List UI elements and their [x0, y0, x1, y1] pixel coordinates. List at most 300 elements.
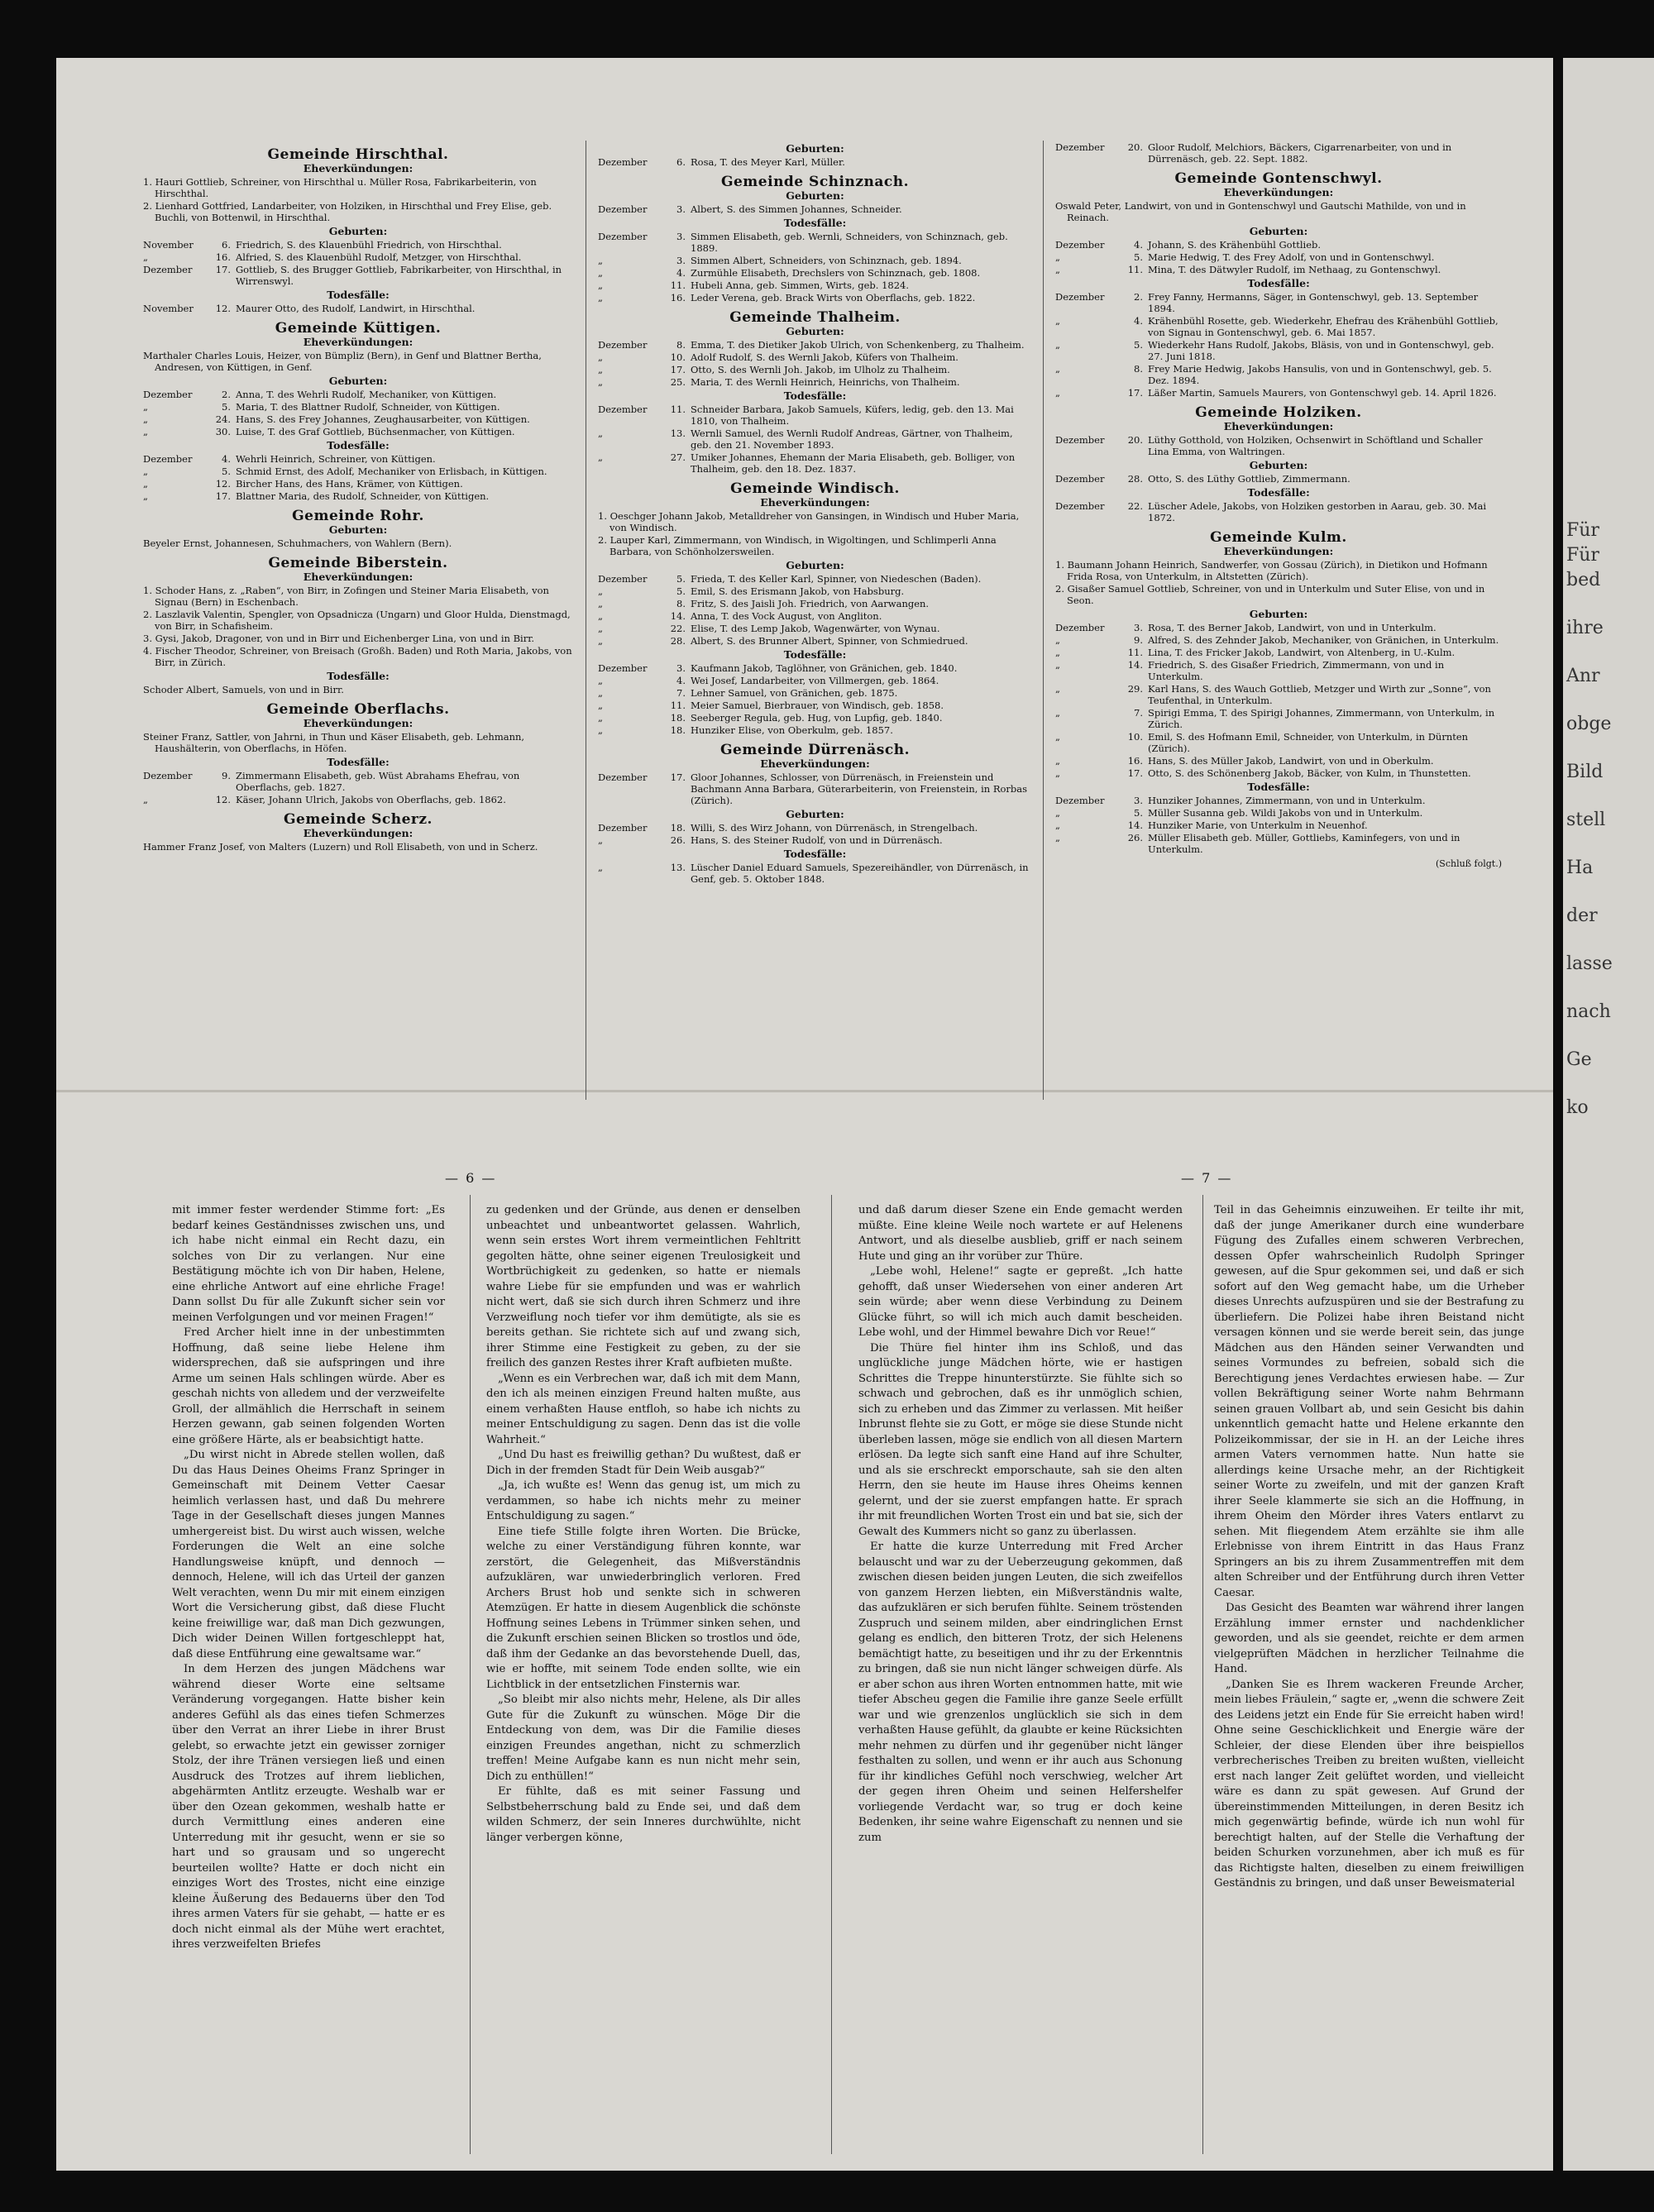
record-month: „ — [598, 675, 603, 686]
section-heading: Todesfälle: — [1247, 277, 1310, 289]
register-record — [598, 662, 1032, 674]
record-text: Anna, T. des Vock August, von Angliton. — [691, 610, 882, 622]
record-text: Lina, T. des Fricker Jakob, Landwirt, von Altenberg, in U.-Kulm. — [1148, 647, 1456, 658]
record-text: Krähenbühl Rosette, geb. Wiederkehr, Ehefrau des Krähenbühl Gottlieb, von Signau in Gontenschwyl, geb. 6. Mai 1857. — [1148, 315, 1499, 338]
record-day: 26. — [1127, 832, 1143, 843]
record-text: Lüscher Adele, Jakobs, von Holziken gestorben in Aarau, geb. 30. Mai 1872. — [1148, 500, 1487, 523]
record-text: Albert, S. des Brunner Albert, Spinner, von Schmiedrued. — [691, 635, 968, 647]
register-entry: Marthaler Charles Louis, Heizer, von Bümpliz (Bern), in Genf und Blattner Bertha, Andresen, von Küttigen, in Genf. — [143, 350, 542, 373]
municipality-heading: Gemeinde Biberstein. — [268, 555, 448, 571]
record-month: „ — [598, 585, 603, 597]
record-month: Dezember — [143, 770, 193, 781]
record-day: 24. — [215, 413, 231, 425]
record-day: 14. — [670, 610, 686, 622]
register-entry: 1. Oeschger Johann Jakob, Metalldreher von Gansingen, in Windisch und Huber Maria, von Windisch. — [598, 510, 1020, 533]
record-month: Dezember — [1055, 622, 1105, 633]
record-day: 3. — [676, 231, 686, 242]
record-month: „ — [1055, 767, 1060, 779]
register-record — [1055, 434, 1502, 457]
record-day: 7. — [1134, 707, 1143, 719]
record-day: 3. — [676, 662, 686, 674]
record-day: 9. — [1134, 634, 1143, 646]
register-record — [1055, 767, 1502, 779]
record-text: Adolf Rudolf, S. des Wernli Jakob, Küfers von Thalheim. — [691, 351, 958, 363]
section-heading: Geburten: — [1249, 225, 1308, 237]
record-day: 4. — [222, 453, 231, 465]
register-entry: 4. Fischer Theodor, Schreiner, von Breisach (Großh. Baden) und Roth Maria, Jakobs, von Birr, in Zürich. — [143, 645, 572, 668]
record-day: 5. — [1134, 339, 1143, 351]
record-day: 12. — [215, 794, 231, 805]
section-heading: Geburten: — [1249, 608, 1308, 620]
record-day: 16. — [1127, 755, 1143, 767]
record-month: „ — [598, 255, 603, 266]
record-month: Dezember — [143, 453, 193, 465]
record-text: Lüscher Daniel Eduard Samuels, Spezereihändler, von Dürrenäsch, in Genf, geb. 5. Oktober 1848. — [691, 862, 1029, 885]
section-heading: Todesfälle: — [327, 756, 390, 768]
record-month: „ — [598, 635, 603, 647]
register-record — [598, 862, 1032, 885]
record-day: 5. — [1134, 807, 1143, 819]
register-record — [143, 239, 573, 251]
register-record — [1055, 291, 1502, 314]
register-record — [1055, 251, 1502, 263]
record-day: 17. — [1127, 767, 1143, 779]
register-entry: 1. Hauri Gottlieb, Schreiner, von Hirschthal u. Müller Rosa, Fabrikarbeiterin, von Hirschthal. — [143, 176, 537, 199]
record-text: Zimmermann Elisabeth, geb. Wüst Abrahams Ehefrau, von Oberflachs, geb. 1827. — [236, 770, 520, 793]
record-day: 11. — [670, 700, 686, 711]
section-heading: Todesfälle: — [783, 217, 847, 229]
record-day: 29. — [1127, 683, 1143, 695]
register-entry: 2. Laszlavik Valentin, Spengler, von Opsadnicza (Ungarn) und Gloor Hulda, Dienstmagd, von Birr, in Schafisheim. — [143, 609, 571, 632]
record-day: 28. — [670, 635, 686, 647]
edge-fragment: ihre — [1566, 618, 1604, 638]
record-text: Gottlieb, S. des Brugger Gottlieb, Fabrikarbeiter, von Hirschthal, in Wirrenswyl. — [236, 264, 562, 287]
register-record — [1055, 647, 1502, 658]
record-month: „ — [143, 490, 148, 502]
record-month: „ — [598, 267, 603, 279]
record-day: 22. — [1127, 500, 1143, 512]
register-record — [1055, 264, 1502, 275]
record-month: Dezember — [1055, 239, 1105, 251]
section-heading: Eheverkündungen: — [1223, 545, 1334, 557]
municipality-heading: Gemeinde Thalheim. — [729, 309, 901, 326]
register-record — [1055, 387, 1502, 399]
record-day: 13. — [670, 428, 686, 439]
register-record — [143, 490, 573, 502]
page-number-left: — 6 — — [445, 1170, 497, 1186]
story-paragraph: Er fühlte, daß es mit seiner Fassung und Selbstbeherrschung bald zu Ende sei, und daß dem wilden Schmerz, der sein Inneres durchwühlte, nicht länger verbergen könne, — [486, 1785, 801, 1844]
record-text: Wei Josef, Landarbeiter, von Villmergen, geb. 1864. — [691, 675, 939, 686]
section-heading: Eheverkündungen: — [1223, 186, 1334, 198]
story-paragraph: Das Gesicht des Beamten war während ihrer langen Erzählung immer ernster und nachdenklicher geworden, und als sie geendet, reichte er dem armen vielgeprüften Mädchen in herzlicher Teilnahme die Hand. — [1214, 1602, 1524, 1675]
register-record — [598, 231, 1032, 254]
register-record — [598, 156, 1032, 168]
column-rule — [831, 1195, 832, 2154]
record-day: 8. — [676, 598, 686, 609]
record-text: Rosa, T. des Berner Jakob, Landwirt, von und in Unterkulm. — [1148, 622, 1436, 633]
record-month: „ — [1055, 731, 1060, 743]
municipality-heading: Gemeinde Kulm. — [1210, 529, 1347, 546]
record-day: 11. — [1127, 647, 1143, 658]
edge-fragment: Bild — [1566, 762, 1604, 782]
record-month: Dezember — [1055, 434, 1105, 446]
register-entry: 1. Baumann Johann Heinrich, Sandwerfer, von Gossau (Zürich), in Dietikon und Hofmann Frida Rosa, von Unterkulm, in Altstetten (Zürich). — [1055, 559, 1488, 582]
register-entry: 2. Gisaßer Samuel Gottlieb, Schreiner, von und in Unterkulm und Suter Elise, von und in Seon. — [1055, 583, 1485, 606]
record-month: „ — [1055, 339, 1060, 351]
story-paragraph: „Wenn es ein Verbrechen war, daß ich mit dem Mann, den ich als meinen einzigen Freund halten mußte, aus einem verhaßten Hause entfloh, so habe ich nichts zu meiner Entschuldigung zu sagen. Denn das ist die volle Wahrheit.“ — [486, 1372, 801, 1446]
record-month: November — [143, 303, 194, 314]
record-month: Dezember — [598, 339, 648, 351]
column-rule — [470, 1195, 471, 2154]
record-day: 11. — [670, 279, 686, 291]
register-record — [598, 585, 1032, 597]
record-text: Anna, T. des Wehrli Rudolf, Mechaniker, von Küttigen. — [236, 389, 497, 400]
register-record — [598, 610, 1032, 622]
record-text: Lüthy Gotthold, von Holziken, Ochsenwirt in Schöftland und Schaller Lina Emma, von Waltringen. — [1148, 434, 1483, 457]
record-month: „ — [598, 351, 603, 363]
edge-fragment: obge — [1566, 714, 1612, 734]
record-text: Müller Susanna geb. Wildi Jakobs von und in Unterkulm. — [1148, 807, 1423, 819]
register-record — [1055, 239, 1502, 251]
record-month: „ — [598, 364, 603, 375]
record-day: 16. — [215, 251, 231, 263]
municipality-heading: Gemeinde Rohr. — [292, 508, 424, 524]
register-record — [598, 834, 1032, 846]
record-day: 3. — [1134, 795, 1143, 806]
record-month: „ — [1055, 251, 1060, 263]
record-text: Luise, T. des Graf Gottlieb, Büchsenmacher, von Küttigen. — [236, 426, 515, 437]
record-month: „ — [1055, 819, 1060, 831]
section-heading: Geburten: — [1249, 459, 1308, 471]
record-text: Leder Verena, geb. Brack Wirts von Oberflachs, geb. 1822. — [691, 292, 976, 303]
record-month: „ — [598, 834, 603, 846]
register-record — [598, 364, 1032, 375]
record-month: Dezember — [598, 404, 648, 415]
record-day: 2. — [1134, 291, 1143, 303]
register-record — [143, 453, 573, 465]
record-text: Bircher Hans, des Hans, Krämer, von Küttigen. — [236, 478, 463, 490]
section-heading: Todesfälle: — [783, 848, 847, 860]
record-text: Gloor Johannes, Schlosser, von Dürrenäsch, in Freienstein und Bachmann Anna Barbara, Güterarbeiterin, von Freienstein, in Rorbas (Zürich). — [691, 772, 1028, 806]
story-column-4 — [1214, 1203, 1524, 1892]
register-record — [1055, 755, 1502, 767]
record-day: 26. — [670, 834, 686, 846]
register-record — [598, 700, 1032, 711]
record-month: Dezember — [143, 389, 193, 400]
section-heading: Geburten: — [786, 325, 844, 337]
story-paragraph: Die Thüre fiel hinter ihm ins Schloß, und das unglückliche junge Mädchen hörte, wie er hastigen Schrittes die Treppe hinunterstürzte. Sie fühlte sich so schwach und gebrochen, daß es ihr unmöglich schien, sich zu erheben und das Zimmer zu verlassen. Mit heißer Inbrunst flehte sie zu Gott, er möge sie diese Stunde nicht überleben lassen, möge sie endlich von all diesen Martern erlösen. Da legte sich sanft eine Hand auf ihre Schulter, und als sie erschreckt emporschaute, sah sie den alten Herrn, den sie heute im Hause ihres Oheims kennen gelernt, und der sie zuerst empfangen hatte. Er sprach ihr mit freundlichen Worten Trost ein und bat sie, sich der Gewalt des Kummers nicht so ganz zu überlassen. — [858, 1341, 1183, 1538]
record-day: 8. — [1134, 363, 1143, 375]
section-heading: Geburten: — [328, 225, 388, 237]
record-day: 17. — [670, 364, 686, 375]
edge-fragment: bed — [1566, 570, 1601, 590]
closing-note: (Schluß folgt.) — [1436, 858, 1502, 869]
record-day: 5. — [222, 466, 231, 477]
record-day: 13. — [670, 862, 686, 873]
record-month: „ — [1055, 315, 1060, 327]
record-month: „ — [1055, 634, 1060, 646]
record-day: 5. — [676, 573, 686, 585]
municipality-heading: Gemeinde Schinznach. — [720, 174, 910, 190]
record-month: Dezember — [598, 203, 648, 215]
register-record — [598, 267, 1032, 279]
register-record — [143, 389, 573, 400]
record-text: Wehrli Heinrich, Schreiner, von Küttigen. — [236, 453, 436, 465]
register-record — [1055, 141, 1502, 165]
record-month: „ — [598, 279, 603, 291]
record-day: 7. — [676, 687, 686, 699]
record-month: „ — [598, 598, 603, 609]
story-paragraph: „Lebe wohl, Helene!“ sagte er gepreßt. „Ich hatte gehofft, daß unser Wiedersehen von einer anderen Art sein würde; aber wenn diese Verbindung zu Deinem Glücke führt, so will ich mich auch damit bescheiden. Lebe wohl, und der Himmel bewahre Dich vor Reue!“ — [858, 1265, 1183, 1339]
record-day: 18. — [670, 712, 686, 724]
municipality-heading: Gemeinde Holziken. — [1195, 404, 1362, 421]
record-text: Gloor Rudolf, Melchiors, Bäckers, Cigarrenarbeiter, von und in Dürrenäsch, geb. 22. Sept. 1882. — [1148, 141, 1452, 165]
record-day: 4. — [1134, 239, 1143, 251]
edge-fragment: nach — [1566, 1001, 1611, 1022]
story-column-2 — [486, 1203, 801, 1846]
story-paragraph: „Und Du hast es freiwillig gethan? Du wußtest, daß er Dich in der fremden Stadt für Dein Weib ausgab?“ — [486, 1449, 801, 1477]
record-text: Emil, S. des Hofmann Emil, Schneider, von Unterkulm, in Dürnten (Zürich). — [1148, 731, 1469, 754]
register-record — [1055, 832, 1502, 855]
record-month: November — [143, 239, 194, 251]
record-text: Läßer Martin, Samuels Maurers, von Gontenschwyl geb. 14. April 1826. — [1148, 387, 1497, 399]
record-text: Mina, T. des Dätwyler Rudolf, im Nethaag, zu Gontenschwyl. — [1148, 264, 1441, 275]
register-entry: Hammer Franz Josef, von Malters (Luzern) und Roll Elisabeth, von und in Scherz. — [143, 841, 538, 853]
civil-register-column-1 — [143, 141, 573, 853]
record-day: 27. — [670, 451, 686, 463]
register-record — [1055, 473, 1502, 485]
record-month: „ — [1055, 659, 1060, 671]
register-record — [143, 264, 573, 287]
record-day: 6. — [222, 239, 231, 251]
section-heading: Geburten: — [328, 375, 388, 387]
record-month: Dezember — [598, 231, 648, 242]
section-heading: Todesfälle: — [1247, 781, 1310, 793]
record-text: Wiederkehr Hans Rudolf, Jakobs, Bläsis, von und in Gontenschwyl, geb. 27. Juni 1818. — [1148, 339, 1494, 362]
record-month: „ — [598, 724, 603, 736]
story-paragraph: und daß darum dieser Szene ein Ende gemacht werden müßte. Eine kleine Weile noch wartete er auf Helenens Antwort, und als dieselbe ausblieb, griff er nach seinem Hute und ging an ihr vorüber zur Thüre. — [858, 1204, 1183, 1263]
register-record — [598, 623, 1032, 634]
record-month: Dezember — [1055, 795, 1105, 806]
record-day: 5. — [1134, 251, 1143, 263]
section-heading: Eheverkündungen: — [303, 827, 414, 839]
record-text: Frey Fanny, Hermanns, Säger, in Gontenschwyl, geb. 13. September 1894. — [1148, 291, 1479, 314]
record-text: Maria, T. des Blattner Rudolf, Schneider, von Küttigen. — [236, 401, 500, 413]
record-text: Johann, S. des Krähenbühl Gottlieb. — [1148, 239, 1322, 251]
record-day: 6. — [676, 156, 686, 168]
record-text: Frieda, T. des Keller Karl, Spinner, von Niedeschen (Baden). — [691, 573, 982, 585]
record-day: 2. — [222, 389, 231, 400]
section-heading: Geburten: — [786, 808, 844, 820]
register-record — [598, 573, 1032, 585]
register-record — [143, 426, 573, 437]
municipality-heading: Gemeinde Hirschthal. — [267, 146, 449, 163]
record-month: „ — [598, 428, 603, 439]
edge-fragment: lasse — [1566, 953, 1613, 974]
civil-register-column-3 — [1055, 141, 1502, 870]
register-entry: Beyeler Ernst, Johannesen, Schuhmachers, von Wahlern (Bern). — [143, 537, 452, 549]
record-text: Otto, S. des Lüthy Gottlieb, Zimmermann. — [1148, 473, 1350, 485]
record-day: 10. — [670, 351, 686, 363]
record-day: 11. — [1127, 264, 1143, 275]
record-day: 12. — [215, 478, 231, 490]
section-heading: Eheverkündungen: — [760, 496, 870, 509]
record-text: Simmen Albert, Schneiders, von Schinznach, geb. 1894. — [691, 255, 962, 266]
record-text: Kaufmann Jakob, Taglöhner, von Gränichen, geb. 1840. — [691, 662, 958, 674]
register-record — [598, 203, 1032, 215]
record-text: Blattner Maria, des Rudolf, Schneider, von Küttigen. — [236, 490, 490, 502]
record-month: Dezember — [143, 264, 193, 275]
register-record — [598, 712, 1032, 724]
register-record — [1055, 339, 1502, 362]
record-text: Emma, T. des Dietiker Jakob Ulrich, von Schenkenberg, zu Thalheim. — [691, 339, 1025, 351]
record-text: Elise, T. des Lemp Jakob, Wagenwärter, von Wynau. — [691, 623, 940, 634]
register-record — [1055, 819, 1502, 831]
register-record — [1055, 622, 1502, 633]
record-month: „ — [143, 794, 148, 805]
register-record — [598, 255, 1032, 266]
record-text: Fritz, S. des Jaisli Joh. Friedrich, von Aarwangen. — [691, 598, 930, 609]
record-month: „ — [1055, 832, 1060, 843]
record-day: 20. — [1127, 141, 1143, 153]
municipality-heading: Gemeinde Küttigen. — [275, 320, 442, 337]
record-day: 3. — [676, 255, 686, 266]
record-text: Rosa, T. des Meyer Karl, Müller. — [691, 156, 845, 168]
register-record — [598, 351, 1032, 363]
record-day: 10. — [1127, 731, 1143, 743]
edge-fragment: ko — [1566, 1097, 1589, 1118]
record-day: 3. — [676, 203, 686, 215]
register-record — [598, 675, 1032, 686]
page-fold — [56, 1090, 1553, 1092]
record-day: 14. — [1127, 659, 1143, 671]
record-text: Marie Hedwig, T. des Frey Adolf, von und in Gontenschwyl. — [1148, 251, 1435, 263]
record-text: Hunziker Johannes, Zimmermann, von und in Unterkulm. — [1148, 795, 1426, 806]
record-day: 16. — [670, 292, 686, 303]
register-record — [143, 478, 573, 490]
record-month: „ — [1055, 387, 1060, 399]
record-day: 5. — [222, 401, 231, 413]
register-record — [1055, 363, 1502, 386]
record-day: 18. — [670, 724, 686, 736]
register-entry: 3. Gysi, Jakob, Dragoner, von und in Birr und Eichenberger Lina, von und in Birr. — [143, 633, 535, 644]
register-record — [143, 401, 573, 413]
record-day: 22. — [670, 623, 686, 634]
register-record — [1055, 807, 1502, 819]
record-month: „ — [143, 426, 148, 437]
register-record — [143, 770, 573, 793]
register-entry: Oswald Peter, Landwirt, von und in Gontenschwyl und Gautschi Mathilde, von und in Reinach. — [1055, 200, 1466, 223]
section-heading: Geburten: — [786, 142, 844, 155]
newspaper-page — [56, 58, 1553, 2171]
register-record — [143, 413, 573, 425]
record-day: 3. — [1134, 622, 1143, 633]
register-record — [598, 687, 1032, 699]
story-paragraph: „Du wirst nicht in Abrede stellen wollen, daß Du das Haus Deines Oheims Franz Springer in Gemeinschaft mit Deinem Vetter Caesar heimlich verlassen hast, und daß Du mehrere Tage in der Gesellschaft dieses jungen Mannes umhergereist bist. Du wirst auch wissen, welche Forderungen die Welt an eine solche Handlungsweise knüpft, und dennoch — dennoch, Helene, will ich das Urteil der ganzen Welt verachten, wenn Du mir mit einem einzigen Wort die Versicherung gibst, daß diese Flucht keine freiwillige war, daß man Dich gezwungen, Dich wider Deinen Willen fortgeschleppt hat, daß diese Entführung eine gewaltsame war.“ — [172, 1449, 445, 1660]
story-paragraph: „Ja, ich wußte es! Wenn das genug ist, um mich zu verdammen, so habe ich nichts mehr zu meiner Entschuldigung zu sagen.“ — [486, 1479, 801, 1522]
record-month: Dezember — [598, 822, 648, 834]
record-text: Zurmühle Elisabeth, Drechslers von Schinznach, geb. 1808. — [691, 267, 981, 279]
story-paragraph: Er hatte die kurze Unterredung mit Fred Archer belauscht und war zu der Ueberzeugung gekommen, daß zwischen diesen beiden jungen Leuten, die sich zweifellos von ganzem Herzen liebten, ein Mißverständnis walte, das aufzuklären er sich berufen fühlte. Seinem tröstenden Zuspruch und seinem milden, aber eindringlichen Ernst gelang es endlich, den bitteren Trotz, der sich Helenens bemächtigt hatte, zu beseitigen und ihr zu der Erkenntnis zu bringen, daß sie nun nicht länger schweigen dürfe. Als er aber schon aus ihren Worten entnommen hatte, mit wie tiefer Abscheu gegen die Familie ihre ganze Seele erfüllt war und wie grenzenlos unglücklich sie sich in dem verhaßten Hause gefühlt, da glaubte er keine Rücksichten mehr nehmen zu dürfen und ihr gegenüber nicht länger festhalten zu sollen, und wenn er ihr auch aus Schonung für ihr kindliches Gefühl noch verschwieg, welcher Art der gegen ihren Oheim und seinen Helfershelfer vorliegende Verdacht war, so trug er doch keine Bedenken, ihr seine wahre Eigenschaft zu nennen und sie zum — [858, 1541, 1183, 1844]
register-record — [598, 451, 1032, 475]
section-heading: Eheverkündungen: — [760, 757, 870, 770]
register-record — [598, 598, 1032, 609]
record-month: Dezember — [598, 573, 648, 585]
record-text: Meier Samuel, Bierbrauer, von Windisch, geb. 1858. — [691, 700, 944, 711]
record-day: 9. — [222, 770, 231, 781]
register-record — [598, 376, 1032, 388]
adjacent-page-fragments — [1563, 521, 1613, 1146]
register-record — [1055, 500, 1502, 523]
register-entry: Steiner Franz, Sattler, von Jahrni, in Thun und Käser Elisabeth, geb. Lehmann, Haushälterin, von Oberflachs, in Höfen. — [143, 731, 525, 754]
section-heading: Eheverkündungen: — [303, 162, 414, 174]
record-text: Albert, S. des Simmen Johannes, Schneider. — [691, 203, 902, 215]
story-paragraph: Fred Archer hielt inne in der unbestimmten Hoffnung, daß seine liebe Helene ihm widersprechen, daß sie aufspringen und ihre Arme um seinen Hals schlingen würde. Aber es geschah nichts von alledem und der verzweifelte Groll, der allmählich die Herrschaft in seinem Herzen gewann, gab seinen folgenden Worten eine größere Härte, als er beabsichtigt hatte. — [172, 1326, 445, 1446]
column-rule — [1202, 1195, 1203, 2154]
section-heading: Todesfälle: — [327, 670, 390, 682]
record-text: Alfred, S. des Zehnder Jakob, Mechaniker, von Gränichen, in Unterkulm. — [1148, 634, 1499, 646]
column-rule — [1043, 141, 1044, 1100]
record-text: Willi, S. des Wirz Johann, von Dürrenäsch, in Strengelbach. — [691, 822, 978, 834]
register-entry: 2. Lienhard Gottfried, Landarbeiter, von Holziken, in Hirschthal und Frey Elise, geb. Buchli, von Bottenwil, in Hirschthal. — [143, 200, 552, 223]
section-heading: Eheverkündungen: — [303, 717, 414, 729]
section-heading: Todesfälle: — [783, 648, 847, 661]
register-record — [598, 428, 1032, 451]
record-month: „ — [1055, 264, 1060, 275]
page-number-right: — 7 — — [1181, 1170, 1233, 1186]
record-month: „ — [598, 712, 603, 724]
story-paragraph: „So bleibt mir also nichts mehr, Helene, als Dir alles Gute für die Zukunft zu wünschen. Möge Dir die Entdeckung von dem, was Dir die Familie dieses einzigen Freundes angethan, nicht zu schmerzlich treffen! Meine Aufgabe kann es nun nicht mehr sein, Dich zu enthüllen!“ — [486, 1694, 801, 1783]
record-month: „ — [143, 401, 148, 413]
record-text: Emil, S. des Erismann Jakob, von Habsburg. — [691, 585, 905, 597]
register-record — [598, 724, 1032, 736]
record-text: Karl Hans, S. des Wauch Gottlieb, Metzger und Wirth zur „Sonne“, von Teufenthal, in Unterkulm. — [1148, 683, 1491, 706]
register-record — [143, 251, 573, 263]
register-record — [143, 303, 573, 314]
register-record — [598, 404, 1032, 427]
record-month: Dezember — [598, 662, 648, 674]
record-text: Hans, S. des Steiner Rudolf, von und in Dürrenäsch. — [691, 834, 943, 846]
municipality-heading: Gemeinde Gontenschwyl. — [1174, 170, 1383, 187]
adjacent-page-edge — [1553, 58, 1654, 2171]
record-month: Dezember — [1055, 473, 1105, 485]
record-text: Umiker Johannes, Ehemann der Maria Elisabeth, geb. Bolliger, von Thalheim, geb. den 18. Dez. 1837. — [691, 451, 1016, 475]
register-record — [143, 794, 573, 805]
section-heading: Todesfälle: — [783, 389, 847, 402]
record-text: Schneider Barbara, Jakob Samuels, Küfers, ledig, geb. den 13. Mai 1810, von Thalheim. — [691, 404, 1014, 427]
section-heading: Geburten: — [786, 559, 844, 571]
section-heading: Eheverkündungen: — [303, 336, 414, 348]
record-text: Hunziker Elise, von Oberkulm, geb. 1857. — [691, 724, 893, 736]
record-day: 17. — [1127, 387, 1143, 399]
municipality-heading: Gemeinde Dürrenäsch. — [720, 742, 910, 758]
record-month: „ — [143, 466, 148, 477]
story-column-3 — [858, 1203, 1183, 1846]
edge-fragment: der — [1566, 905, 1598, 926]
register-record — [1055, 315, 1502, 338]
record-day: 11. — [670, 404, 686, 415]
record-month: „ — [143, 413, 148, 425]
municipality-heading: Gemeinde Windisch. — [730, 480, 900, 497]
register-record — [143, 466, 573, 477]
edge-fragment: Ha — [1566, 858, 1594, 878]
record-day: 12. — [215, 303, 231, 314]
register-record — [1055, 795, 1502, 806]
record-text: Maurer Otto, des Rudolf, Landwirt, in Hirschthal. — [236, 303, 476, 314]
record-day: 25. — [670, 376, 686, 388]
record-text: Müller Elisabeth geb. Müller, Gottliebs, Kaminfegers, von und in Unterkulm. — [1148, 832, 1460, 855]
record-day: 4. — [1134, 315, 1143, 327]
